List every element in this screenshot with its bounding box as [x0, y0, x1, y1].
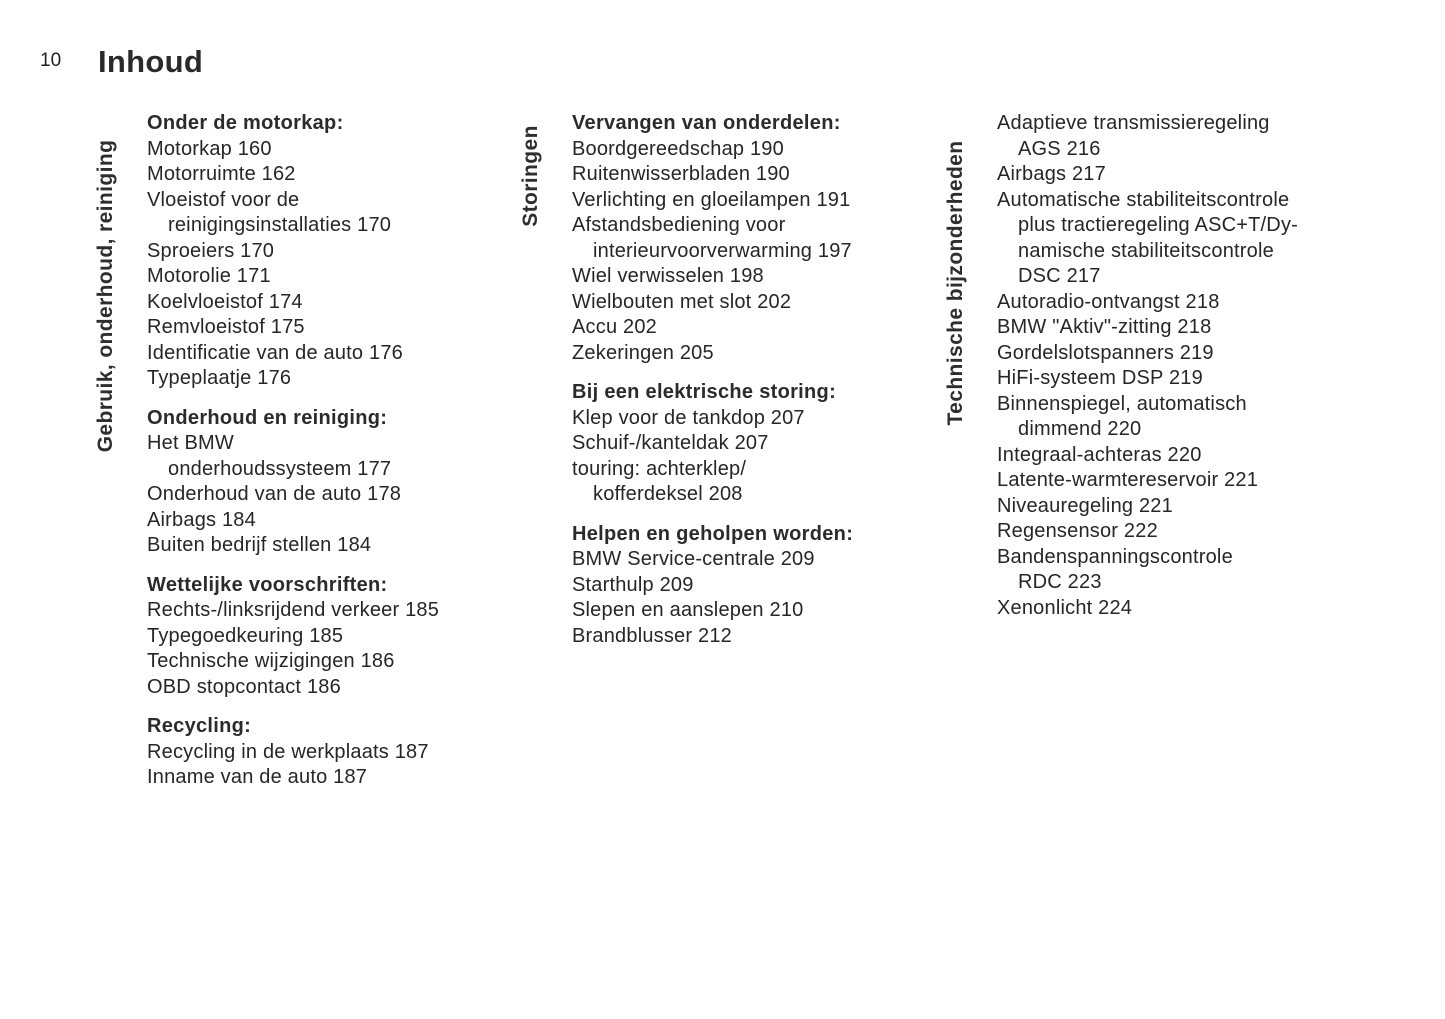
entry-title: Technische wijzigingen 186: [147, 650, 395, 672]
entry-continuation: kofferdeksel 208: [593, 483, 743, 505]
entry-title: Automatische stabiliteitscontrole: [997, 188, 1290, 211]
entry-title: Brandblusser 212: [572, 624, 732, 647]
entry-title: Gordelslotspanners 219: [997, 341, 1214, 364]
entry-title: Boordgereedschap 190: [572, 137, 784, 160]
section-heading: Vervangen van onderdelen:: [572, 112, 841, 134]
entry-title: Motorruimte 162: [147, 163, 296, 185]
entry-continuation: RDC 223: [1018, 571, 1102, 593]
entry-title: Recycling in de werkplaats 187: [147, 740, 429, 763]
toc-entry: [147, 290, 507, 316]
entry-title: Verlichting en gloeilampen 191: [572, 188, 851, 211]
toc-column-2: [572, 111, 932, 663]
toc-entry: [572, 264, 932, 290]
entry-title: Zekeringen 205: [572, 341, 714, 364]
entry-title: Airbags 184: [147, 508, 256, 531]
sidebar-label-malfunctions: Storingen: [519, 125, 542, 227]
entry-title: Wiel verwisselen 198: [572, 265, 764, 287]
toc-entry: [147, 675, 507, 701]
toc-entry: [572, 431, 932, 457]
section-heading: Onderhoud en reiniging:: [147, 406, 388, 429]
page-number: 10: [40, 50, 62, 71]
entry-title: Vloeistof voor de: [147, 188, 300, 211]
toc-section: [147, 406, 507, 559]
section-heading: Recycling:: [147, 715, 252, 737]
toc-entry: [147, 137, 507, 163]
entry-title: Schuif-/kanteldak 207: [572, 432, 769, 454]
entry-title: Adaptieve transmissieregeling: [997, 112, 1270, 134]
toc-entry: [572, 547, 932, 573]
entry-title: Motorkap 160: [147, 137, 272, 160]
toc-entry: [997, 188, 1397, 290]
entry-continuation: onderhoudssysteem 177: [168, 457, 392, 480]
toc-column-3: [997, 111, 1397, 635]
toc-entry: [997, 443, 1397, 469]
toc-entry: [147, 188, 507, 239]
entry-title: Klep voor de tankdop 207: [572, 406, 805, 429]
toc-entry: [147, 765, 507, 791]
entry-title: Accu 202: [572, 316, 657, 338]
entry-title: Autoradio-ontvangst 218: [997, 290, 1220, 313]
toc-entry: [572, 137, 932, 163]
sidebar-label-technical-details: Technische bijzonderheden: [944, 140, 967, 426]
entry-title: Bandenspanningscontrole: [997, 545, 1233, 568]
toc-section: [147, 714, 507, 791]
toc-entry: [997, 392, 1397, 443]
toc-entry: [997, 468, 1397, 494]
toc-section: [572, 380, 932, 508]
toc-entry: [147, 162, 507, 188]
toc-entry: [997, 111, 1397, 162]
entry-title: Starthulp 209: [572, 573, 694, 596]
toc-entry: [572, 598, 932, 624]
toc-column-1: [147, 111, 507, 805]
toc-entry: [997, 519, 1397, 545]
toc-entry: [572, 213, 932, 264]
entry-title: Remvloeistof 175: [147, 316, 305, 338]
toc-section: [572, 522, 932, 650]
sidebar-label-usage-maintenance: Gebruik, onderhoud, reiniging: [94, 139, 117, 453]
entry-title: Sproeiers 170: [147, 239, 275, 262]
entry-title: Inname van de auto 187: [147, 766, 368, 788]
toc-entry: [147, 598, 507, 624]
entry-title: Niveauregeling 221: [997, 494, 1173, 517]
page-title: Inhoud: [98, 44, 204, 79]
toc-entry: [572, 341, 932, 367]
toc-entry: [572, 188, 932, 214]
toc-section: [147, 573, 507, 701]
toc-entry: [572, 406, 932, 432]
toc-entry: [147, 533, 507, 559]
toc-entry: [147, 431, 507, 482]
entry-title: Rechts-/linksrijdend verkeer 185: [147, 599, 440, 621]
entry-title: Onderhoud van de auto 178: [147, 483, 402, 505]
entry-title: Motorolie 171: [147, 265, 271, 287]
toc-entry: [147, 366, 507, 392]
entry-title: Typegoedkeuring 185: [147, 624, 344, 647]
entry-title: Xenonlicht 224: [997, 596, 1133, 619]
entry-title: Het BMW: [147, 432, 234, 454]
toc-entry: [572, 457, 932, 508]
toc-entry: [147, 508, 507, 534]
entry-continuation: DSC 217: [1018, 265, 1101, 287]
toc-entry: [572, 624, 932, 650]
toc-section: [997, 111, 1397, 621]
entry-title: HiFi-systeem DSP 219: [997, 367, 1203, 389]
toc-entry: [147, 341, 507, 367]
entry-title: Wielbouten met slot 202: [572, 290, 792, 313]
entry-title: Koelvloeistof 174: [147, 290, 303, 313]
entry-title: Regensensor 222: [997, 520, 1158, 542]
entry-title: touring: achterklep/: [572, 457, 747, 480]
toc-entry: [147, 624, 507, 650]
toc-entry: [997, 596, 1397, 622]
section-heading: Helpen en geholpen worden:: [572, 522, 854, 545]
entry-continuation: namische stabiliteitscontrole: [1018, 239, 1274, 262]
toc-entry: [572, 315, 932, 341]
entry-title: Ruitenwisserbladen 190: [572, 163, 790, 185]
toc-entry: [997, 494, 1397, 520]
toc-entry: [147, 315, 507, 341]
entry-continuation: interieurvoorverwarming 197: [593, 239, 852, 262]
entry-title: Airbags 217: [997, 163, 1106, 185]
entry-title: OBD stopcontact 186: [147, 675, 341, 698]
toc-entry: [997, 290, 1397, 316]
toc-section: [572, 111, 932, 366]
toc-entry: [147, 649, 507, 675]
toc-entry: [572, 573, 932, 599]
section-heading: Wettelijke voorschriften:: [147, 573, 388, 596]
toc-entry: [572, 162, 932, 188]
entry-title: BMW "Aktiv"-zitting 218: [997, 316, 1212, 338]
entry-title: Buiten bedrijf stellen 184: [147, 534, 372, 556]
entry-continuation: dimmend 220: [1018, 418, 1142, 440]
toc-entry: [147, 740, 507, 766]
section-heading: Bij een elektrische storing:: [572, 381, 837, 403]
entry-title: Identificatie van de auto 176: [147, 341, 403, 364]
entry-title: Binnenspiegel, automatisch: [997, 392, 1247, 415]
entry-title: Integraal-achteras 220: [997, 443, 1202, 466]
entry-title: Slepen en aanslepen 210: [572, 599, 804, 621]
entry-title: Latente-warmtereservoir 221: [997, 469, 1259, 491]
entry-title: Afstandsbediening voor: [572, 214, 786, 236]
toc-entry: [997, 162, 1397, 188]
toc-section: [147, 111, 507, 392]
entry-title: BMW Service-centrale 209: [572, 548, 815, 570]
entry-continuation: reinigingsinstallaties 170: [168, 214, 392, 236]
toc-entry: [997, 545, 1397, 596]
toc-entry: [147, 482, 507, 508]
entry-continuation: plus tractieregeling ASC+T/Dy-: [1018, 214, 1299, 236]
section-heading: Onder de motorkap:: [147, 112, 344, 134]
toc-entry: [147, 239, 507, 265]
toc-entry: [997, 341, 1397, 367]
entry-continuation: AGS 216: [1018, 137, 1101, 160]
toc-entry: [997, 315, 1397, 341]
entry-title: Typeplaatje 176: [147, 367, 292, 389]
toc-entry: [572, 290, 932, 316]
toc-entry: [147, 264, 507, 290]
toc-entry: [997, 366, 1397, 392]
